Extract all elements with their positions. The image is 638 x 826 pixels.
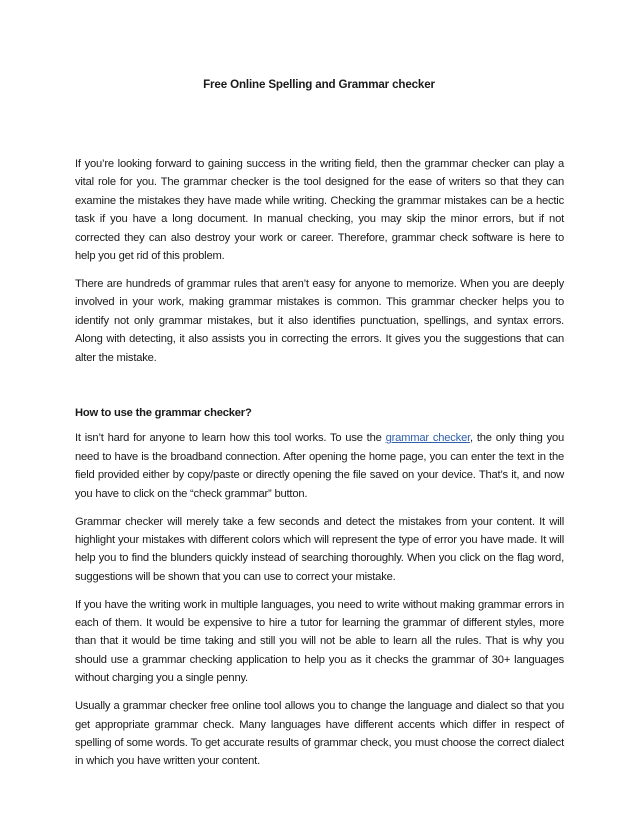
section-paragraph-2: Grammar checker will merely take a few seconds and detect the mistakes from your content. It will highlight your mistakes with different colors which will represent the type of error you have made. It will help you to find the blunders quickly instead of searching thoroughly. When you click on the flag word, suggestions will be shown that you can use to correct your mistake.	[75, 515, 564, 583]
section-heading: How to use the grammar checker?	[75, 407, 252, 420]
section-spacer	[75, 376, 564, 404]
section-paragraph-4: Usually a grammar checker free online tool allows you to change the language and dialect so that you get appropriate grammar check. Many languages have different accents which differ in respect of spelling of some words. To get accurate results of grammar check, you must choose the correct dialect in which you have written your content.	[75, 700, 564, 768]
document-body	[75, 155, 564, 780]
section-paragraph-1-start: It isn’t hard for anyone to learn how this tool works. To use the	[75, 432, 386, 445]
section-paragraph-3: If you have the writing work in multiple languages, you need to write without making grammar errors in each of them. It would be expensive to hire a tutor for learning the grammar of different styles, more than that it would be time taking and still you will not be able to learn all the rules. That is why you should use a grammar checking application to help you as it checks the grammar of 30+ languages without charging you a single penny.	[75, 598, 564, 685]
intro-paragraph-2: There are hundreds of grammar rules that aren’t easy for anyone to memorize. When you are deeply involved in your work, making grammar mistakes is common. This grammar checker helps you to identify not only grammar mistakes, but it also identifies punctuation, spellings, and syntax errors. Along with detecting, it also assists you in correcting the errors. It gives you the suggestions that can alter the mistake.	[75, 277, 564, 364]
grammar-checker-link[interactable]: grammar checker	[385, 432, 471, 445]
intro-paragraph-1: If you’re looking forward to gaining success in the writing field, then the grammar checker can play a vital role for you. The grammar checker is the tool designed for the ease of writers so that they can examine the mistakes they have made while writing. Checking the grammar mistakes can be a hectic task if you have a long document. In manual checking, you may skip the minor errors, but if not corrected they can also destroy your work or career. Therefore, grammar check software is here to help you get rid of this problem.	[75, 158, 564, 263]
document-title: Free Online Spelling and Grammar checker	[203, 78, 435, 91]
section-paragraph-1-end: , the only thing you need to have is the broadband connection. After opening the home page, you can enter the text in the field provided either by copy/paste or directly opening the file saved on your device. That’s it, and now you have to click on the “check grammar” button.	[75, 432, 565, 500]
section-paragraph-1	[75, 429, 564, 503]
